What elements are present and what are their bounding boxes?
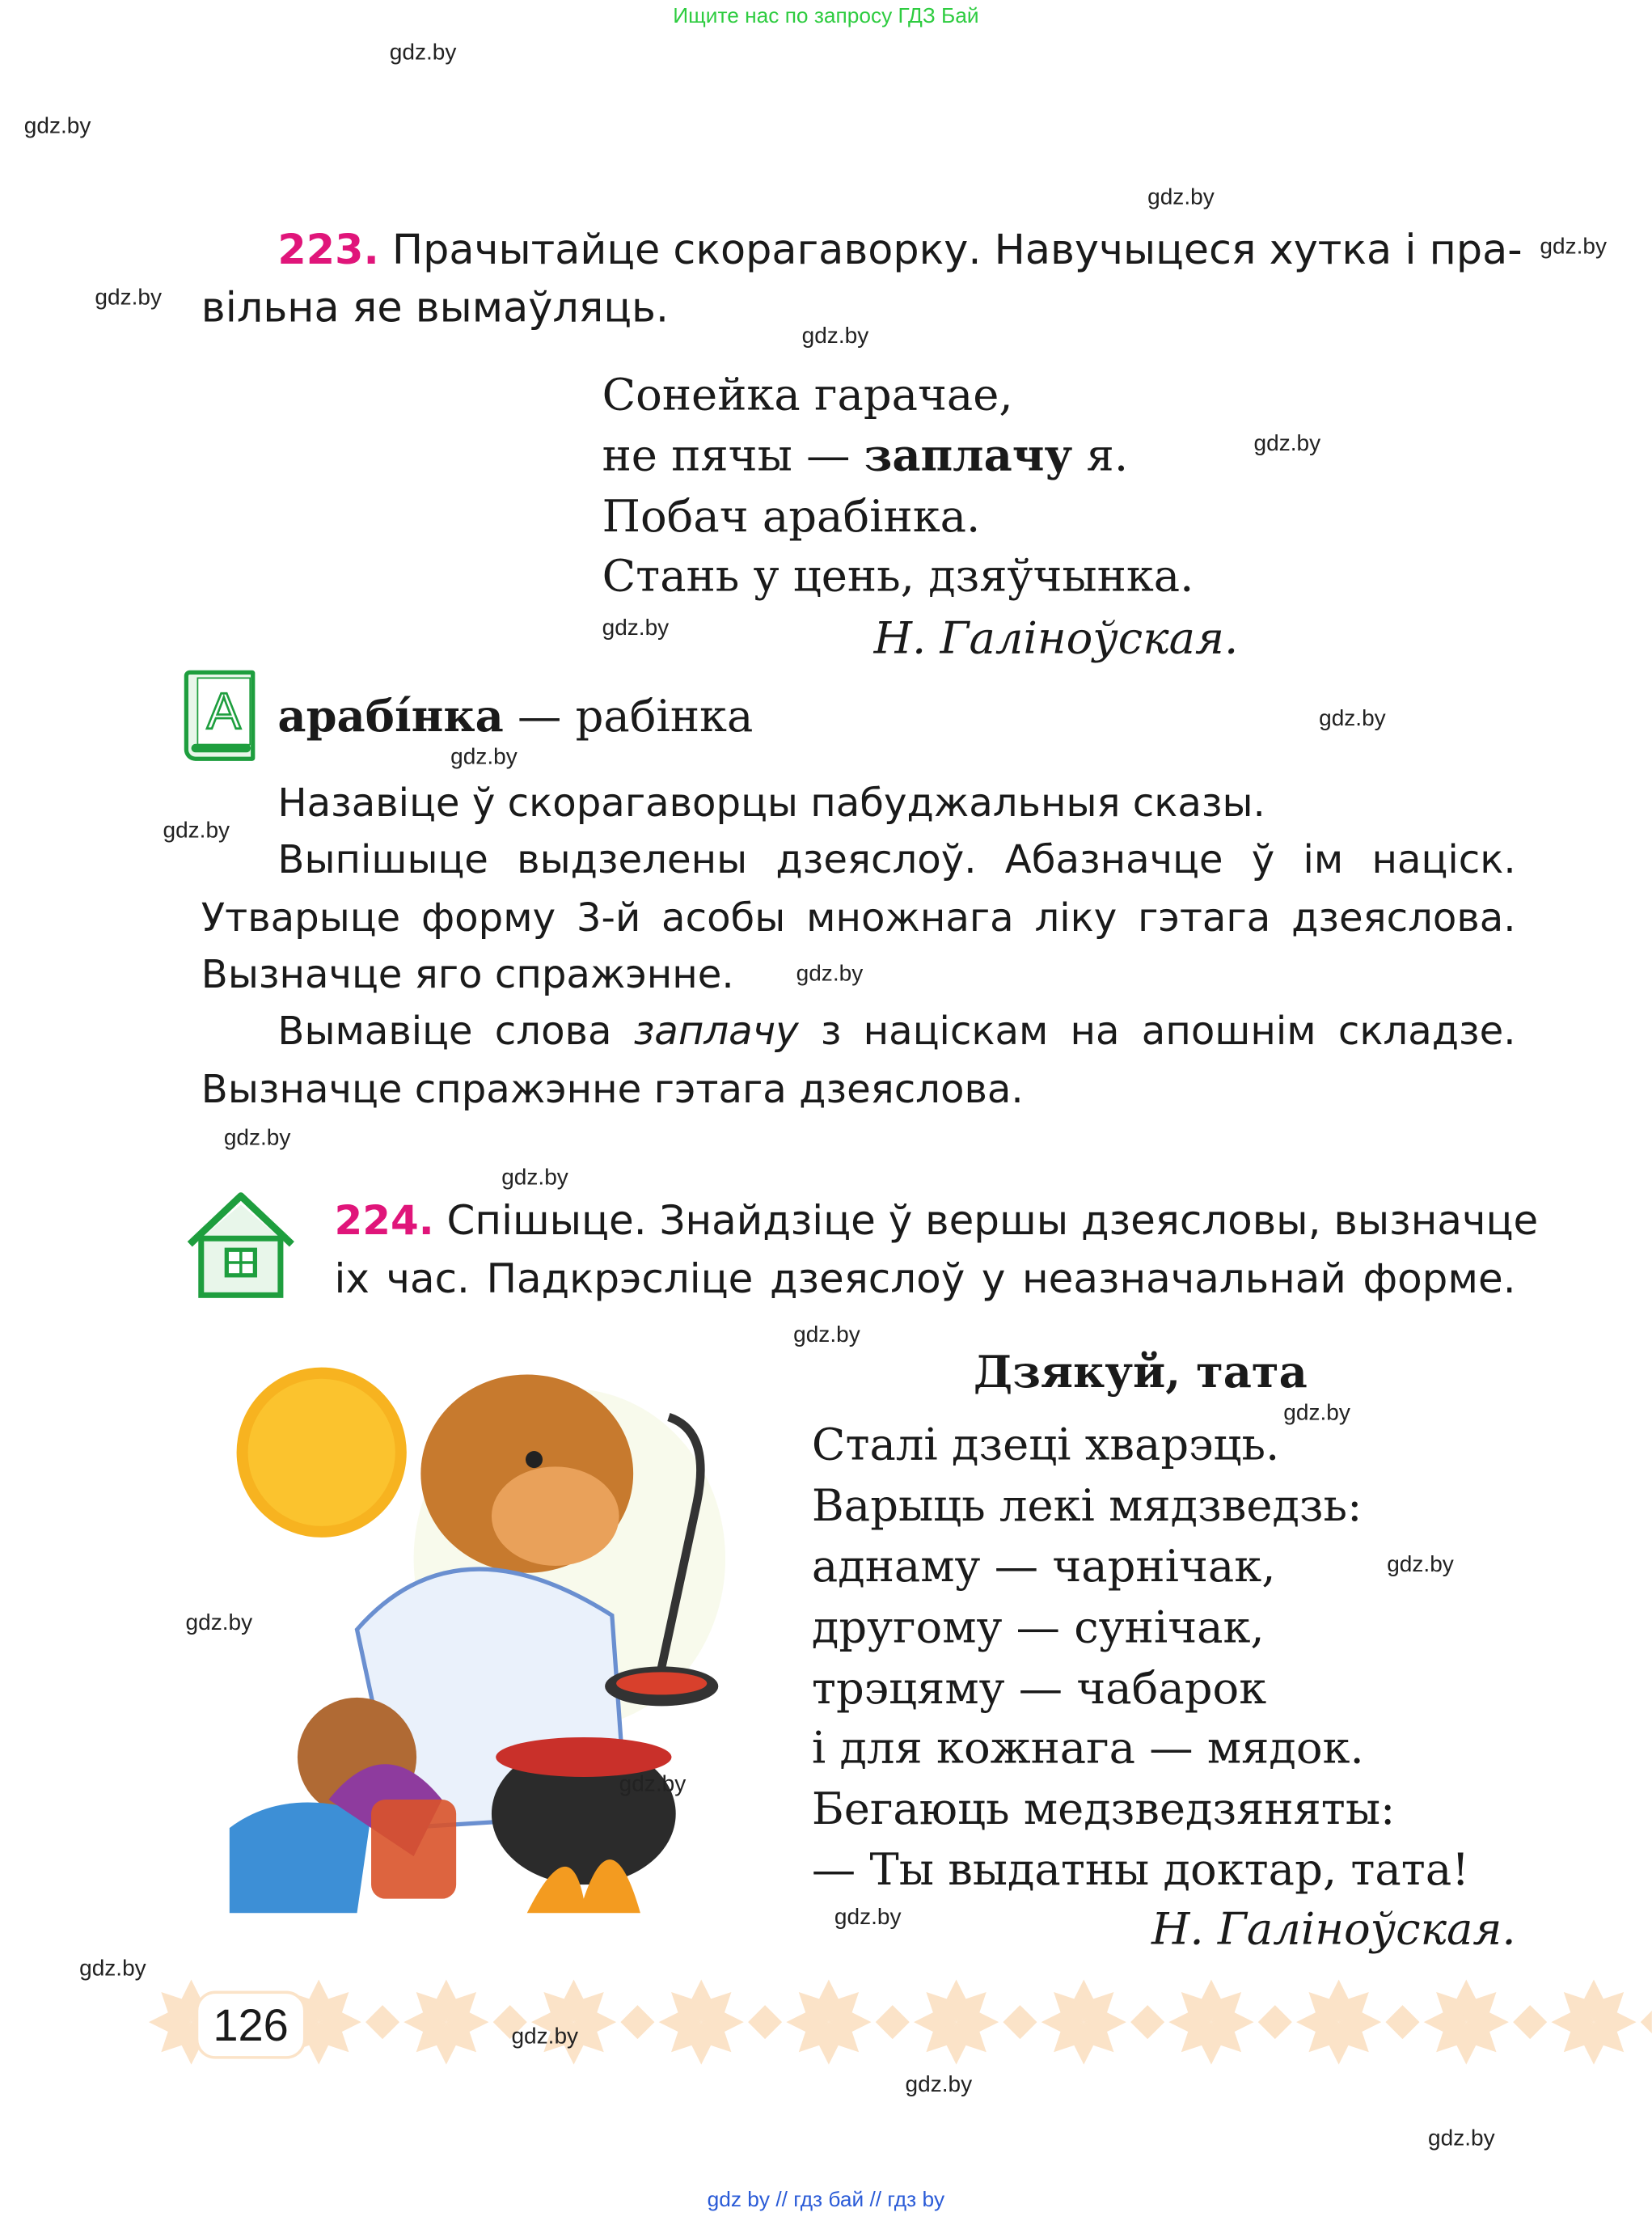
watermark: gdz.by: [1147, 185, 1215, 210]
watermark: gdz.by: [95, 286, 162, 311]
watermark: gdz.by: [185, 1611, 253, 1635]
ornament-star: [1296, 1980, 1381, 2065]
watermark: gdz.by: [1428, 2126, 1495, 2151]
footer-link[interactable]: гдз by: [887, 2188, 945, 2212]
dictionary-book-icon: [184, 670, 256, 761]
header-link[interactable]: Ищите нас по запросу ГДЗ Бай: [673, 4, 979, 29]
glossary-meaning: рабінка: [575, 691, 754, 743]
poem-line: Побач арабінка.: [602, 491, 981, 544]
watermark: gdz.by: [501, 1165, 568, 1191]
poem-line: другому — сунічак,: [811, 1602, 1265, 1654]
exercise-223-line1: [277, 221, 1523, 277]
watermark: gdz.by: [79, 1956, 146, 1982]
watermark: gdz.by: [619, 1772, 687, 1797]
poem-line: Бегаюць медзведзяняты:: [811, 1783, 1396, 1835]
highlighted-verb: заплачу: [864, 430, 1073, 482]
ornament-star: [1424, 1980, 1509, 2065]
ornament-diamond: [748, 2005, 782, 2039]
poem-line: трэцяму — чабарок: [811, 1663, 1267, 1715]
exercise-number: 223.: [277, 225, 379, 274]
footer-link[interactable]: гдз бай: [793, 2188, 864, 2212]
page-number: 126: [196, 1991, 306, 2059]
ornament-diamond: [1003, 2005, 1037, 2039]
glossary-entry: арабі́нка — рабінка: [277, 691, 754, 743]
ornament-star: [531, 1980, 616, 2065]
watermark: gdz.by: [511, 2024, 579, 2049]
ornament-diamond: [1258, 2005, 1292, 2039]
poem-line: Сталі дзеці хварэць.: [811, 1419, 1280, 1471]
poem-line: Варыць лекі мядзведзь:: [811, 1480, 1363, 1532]
footer-links: gdz by // гдз бай // гдз by: [707, 2188, 945, 2212]
task-line: Вызначце яго спражэнне.: [201, 952, 734, 998]
home-task-icon: [184, 1191, 298, 1301]
glossary-term: арабі́нка: [277, 691, 504, 743]
poem-title: Дзякуй, тата: [973, 1347, 1308, 1399]
ornament-star: [403, 1980, 488, 2065]
poem-line: Сонейка гарачае,: [602, 370, 1013, 421]
exercise-223-line2: вільна яе вымаўляць.: [201, 283, 670, 332]
task-line: Назавіце ў скорагаворцы пабуджальныя сказы.: [277, 780, 1265, 827]
watermark: gdz.by: [450, 745, 518, 770]
exercise-number: 224.: [334, 1197, 434, 1245]
ornament-star: [786, 1980, 871, 2065]
exercise-224-line1: 224. Спішыце. Знайдзіце ў вершы дзеясловы, вызначце: [334, 1197, 1539, 1245]
watermark: gdz.by: [602, 616, 670, 641]
ornament-star: [1041, 1980, 1126, 2065]
dictionary-letter: A: [197, 677, 251, 745]
watermark: gdz.by: [1319, 707, 1386, 732]
watermark: gdz.by: [223, 1126, 291, 1151]
bear-doctor-illustration: [201, 1346, 737, 1948]
poem-author: Н. Галіноўская.: [1151, 1904, 1516, 1956]
ornament-diamond: [1513, 2005, 1547, 2039]
footer-link[interactable]: gdz by: [707, 2188, 771, 2212]
ornament-star: [914, 1980, 999, 2065]
watermark: gdz.by: [834, 1906, 902, 1931]
poem-line: і для кожнага — мядок.: [811, 1723, 1364, 1775]
exercise-text: Прачытайце скорагаворку. Навучыцеся хутка і пра-: [391, 225, 1523, 274]
watermark: gdz.by: [23, 114, 91, 139]
watermark: gdz.by: [793, 1323, 860, 1348]
ornament-star: [659, 1980, 744, 2065]
poem-line: не пячы — заплачу я.: [602, 430, 1129, 482]
ornament-diamond: [1130, 2005, 1164, 2039]
task-line: Выпішыце выдзелены дзеяслоў. Абазначце ў ім націск.: [277, 837, 1516, 883]
watermark: gdz.by: [796, 962, 864, 987]
ornament-diamond: [1641, 2005, 1652, 2039]
ornament-diamond: [365, 2005, 399, 2039]
exercise-224-line2: іх час. Падкрэсліце дзеяслоў у неазначальнай форме.: [334, 1255, 1516, 1303]
task-line: Вымавіце слова заплачу з націскам на апошнім складзе.: [277, 1009, 1516, 1055]
ornament-diamond: [1385, 2005, 1419, 2039]
ornament-star: [1168, 1980, 1253, 2065]
poem-line: аднаму — чарнічак,: [811, 1542, 1276, 1593]
ornament-star: [1551, 1980, 1636, 2065]
task-line: Вызначце спражэнне гэтага дзеяслова.: [201, 1067, 1024, 1113]
task-line: Утварыце форму 3-й асобы множнага ліку гэтага дзеяслова.: [201, 895, 1516, 941]
watermark: gdz.by: [1283, 1401, 1350, 1426]
italic-word: заплачу: [633, 1009, 799, 1055]
poem-line: Стань у цень, дзяўчынка.: [602, 551, 1194, 603]
watermark: gdz.by: [1387, 1553, 1454, 1577]
ornament-diamond: [620, 2005, 654, 2039]
watermark: gdz.by: [801, 324, 869, 349]
folk-ornament-border: [149, 1978, 1652, 2066]
ornament-diamond: [876, 2005, 910, 2039]
watermark: gdz.by: [905, 2073, 973, 2097]
poem-author: Н. Галіноўская.: [873, 613, 1239, 665]
watermark: gdz.by: [1540, 235, 1608, 260]
poem-line: — Ты выдатны доктар, тата!: [811, 1845, 1470, 1897]
watermark: gdz.by: [163, 819, 230, 844]
watermark: gdz.by: [1253, 432, 1321, 457]
watermark: gdz.by: [389, 40, 457, 66]
